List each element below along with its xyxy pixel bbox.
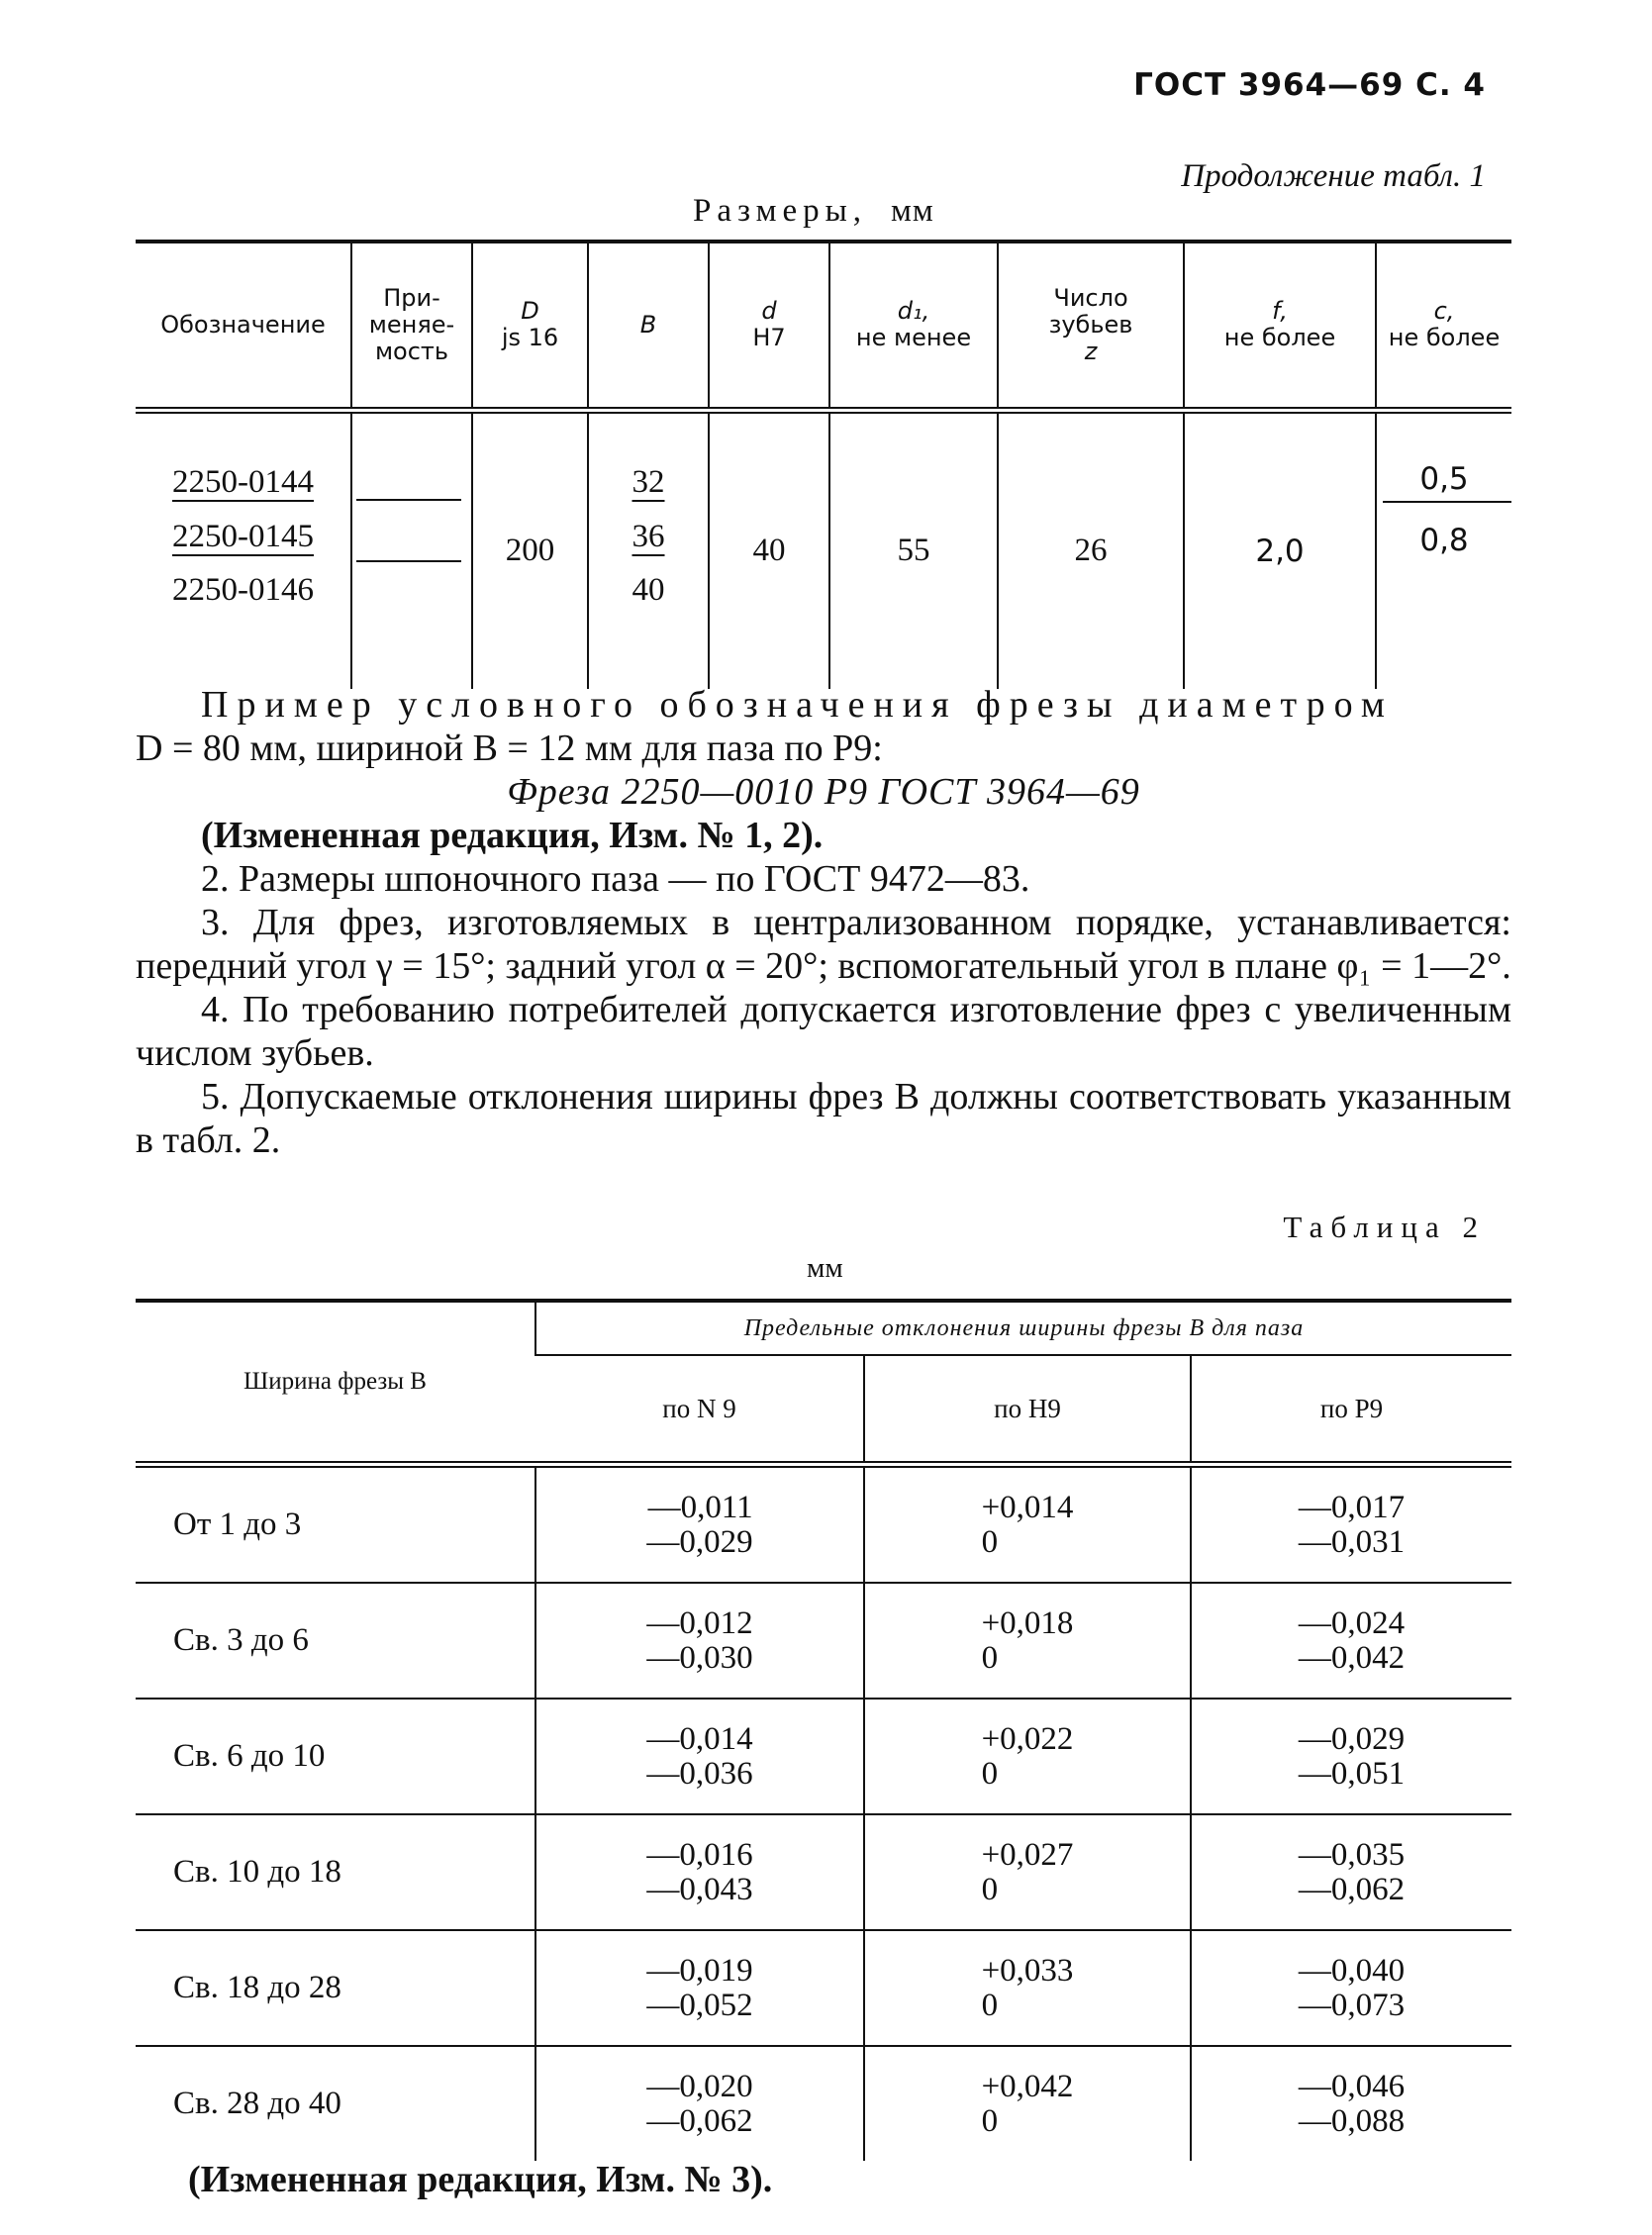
table-row — [136, 2046, 1511, 2161]
p9-cell: —0,046 —0,088 — [1191, 2046, 1511, 2161]
item-5: 5. Допускаемые отклонения ширины фрез B должны соответствовать указанным в табл. 2. — [136, 1076, 1511, 1161]
width-cell: От 1 до 3 — [173, 1506, 302, 1542]
n9-cell: —0,011 —0,029 — [535, 1465, 864, 1584]
p9-cell: —0,024 —0,042 — [1191, 1583, 1511, 1699]
table-row — [136, 1814, 1511, 1930]
c-cell-2: 0,8 — [1376, 507, 1511, 689]
width-cell: Св. 18 до 28 — [136, 1930, 535, 2046]
n9-cell: —0,020 —0,062 — [535, 2046, 864, 2161]
col-group-tolerances: Предельные отклонения ширины фрезы B для паза — [535, 1301, 1511, 1355]
B-cell: 36 — [632, 519, 665, 554]
h9-cell: +0,033 0 — [864, 1930, 1191, 2046]
table-continuation-label: Продолжение табл. 1 — [1181, 158, 1486, 194]
designation-cell: 2250-0146 — [172, 571, 314, 608]
table2-units: мм — [807, 1252, 843, 1284]
units-word: Размеры, — [693, 193, 868, 229]
revision-note-2: (Измененная редакция, Изм. № 3). — [188, 2159, 773, 2200]
table-row — [136, 1699, 1511, 1814]
n9-cell: —0,019 —0,052 — [535, 1930, 864, 2046]
table1-units — [693, 193, 934, 230]
h9-cell: +0,022 0 — [864, 1699, 1191, 1814]
p9-cell: —0,029 —0,051 — [1191, 1699, 1511, 1814]
item-2: 2. Размеры шпоночного паза — по ГОСТ 9472—83. — [201, 858, 1030, 900]
teeth-cell: 26 — [998, 410, 1184, 689]
designation-cell: 2250-0144 — [172, 463, 314, 500]
table-1-dimensions — [136, 240, 1511, 689]
col-f: f, не более — [1184, 242, 1376, 410]
col-h9: по H9 — [864, 1355, 1191, 1465]
col-d1: d₁, не менее — [829, 242, 998, 410]
h9-cell: +0,027 0 — [864, 1814, 1191, 1930]
h9-cell: +0,014 0 — [864, 1465, 1191, 1584]
example-line-1: Пример условного обозначения фрезы диаметром — [201, 684, 1394, 726]
width-cell: Св. 3 до 6 — [136, 1583, 535, 1699]
p9-cell: —0,017 —0,031 — [1191, 1465, 1511, 1584]
c-cell-1: 0,5 — [1376, 410, 1511, 507]
table2-title: Таблица 2 — [1283, 1210, 1486, 1244]
units-mm: мм — [891, 193, 934, 229]
h9-cell: +0,018 0 — [864, 1583, 1191, 1699]
col-c: c, не более — [1376, 242, 1511, 410]
width-cell: Св. 28 до 40 — [136, 2046, 535, 2161]
page-header-code: ГОСТ 3964—69 С. 4 — [1133, 67, 1486, 103]
example-designation: Фреза 2250—0010 Р9 ГОСТ 3964—69 — [507, 771, 1140, 813]
n9-cell: —0,014 —0,036 — [535, 1699, 864, 1814]
d1-cell: 55 — [829, 410, 998, 689]
table-row — [136, 410, 1511, 507]
item-4: 4. По требованию потребителей допускается изготовление фрез с увеличенным числом зубьев. — [136, 989, 1511, 1074]
col-p9: по P9 — [1191, 1355, 1511, 1465]
col-n9: по N 9 — [662, 1393, 736, 1423]
col-applicability: При- меняе- мость — [351, 242, 472, 410]
n9-cell: —0,012 —0,030 — [535, 1583, 864, 1699]
col-B: B — [588, 242, 709, 410]
d-cell: 40 — [709, 410, 829, 689]
f-cell: 2,0 — [1184, 410, 1376, 689]
table-row — [136, 1930, 1511, 2046]
item-3: 3. Для фрез, изготовляемых в централизованном порядке, устанавливается: передний угол γ = 15°; задний угол α = 20°; вспомогательный угол в плане φ₁ = 1—2°. — [136, 902, 1511, 987]
col-teeth: Число зубьев z — [998, 242, 1184, 410]
B-cell: 32 — [632, 463, 665, 500]
col-D: D js 16 — [472, 242, 588, 410]
body-text — [136, 683, 1511, 1162]
applicability-cell — [351, 568, 472, 689]
p9-cell: —0,040 —0,073 — [1191, 1930, 1511, 2046]
applicability-cell — [351, 507, 472, 568]
table-row — [136, 1465, 1511, 1584]
table-row — [136, 1583, 1511, 1699]
revision-note-1: (Измененная редакция, Изм. № 1, 2). — [201, 815, 824, 856]
h9-cell: +0,042 0 — [864, 2046, 1191, 2161]
applicability-cell — [351, 410, 472, 507]
B-cell: 40 — [588, 568, 709, 689]
col-d: d H7 — [709, 242, 829, 410]
designation-cell: 2250-0145 — [172, 519, 314, 554]
col-width: Ширина фрезы B — [136, 1301, 535, 1465]
width-cell: Св. 10 до 18 — [136, 1814, 535, 1930]
n9-cell: —0,016 —0,043 — [535, 1814, 864, 1930]
D-cell: 200 — [472, 410, 588, 689]
width-cell: Св. 6 до 10 — [136, 1699, 535, 1814]
example-line-2: D = 80 мм, шириной B = 12 мм для паза по P9: — [136, 728, 883, 769]
p9-cell: —0,035 —0,062 — [1191, 1814, 1511, 1930]
col-designation: Обозначение — [136, 242, 351, 410]
table-2-tolerances — [136, 1299, 1511, 2161]
